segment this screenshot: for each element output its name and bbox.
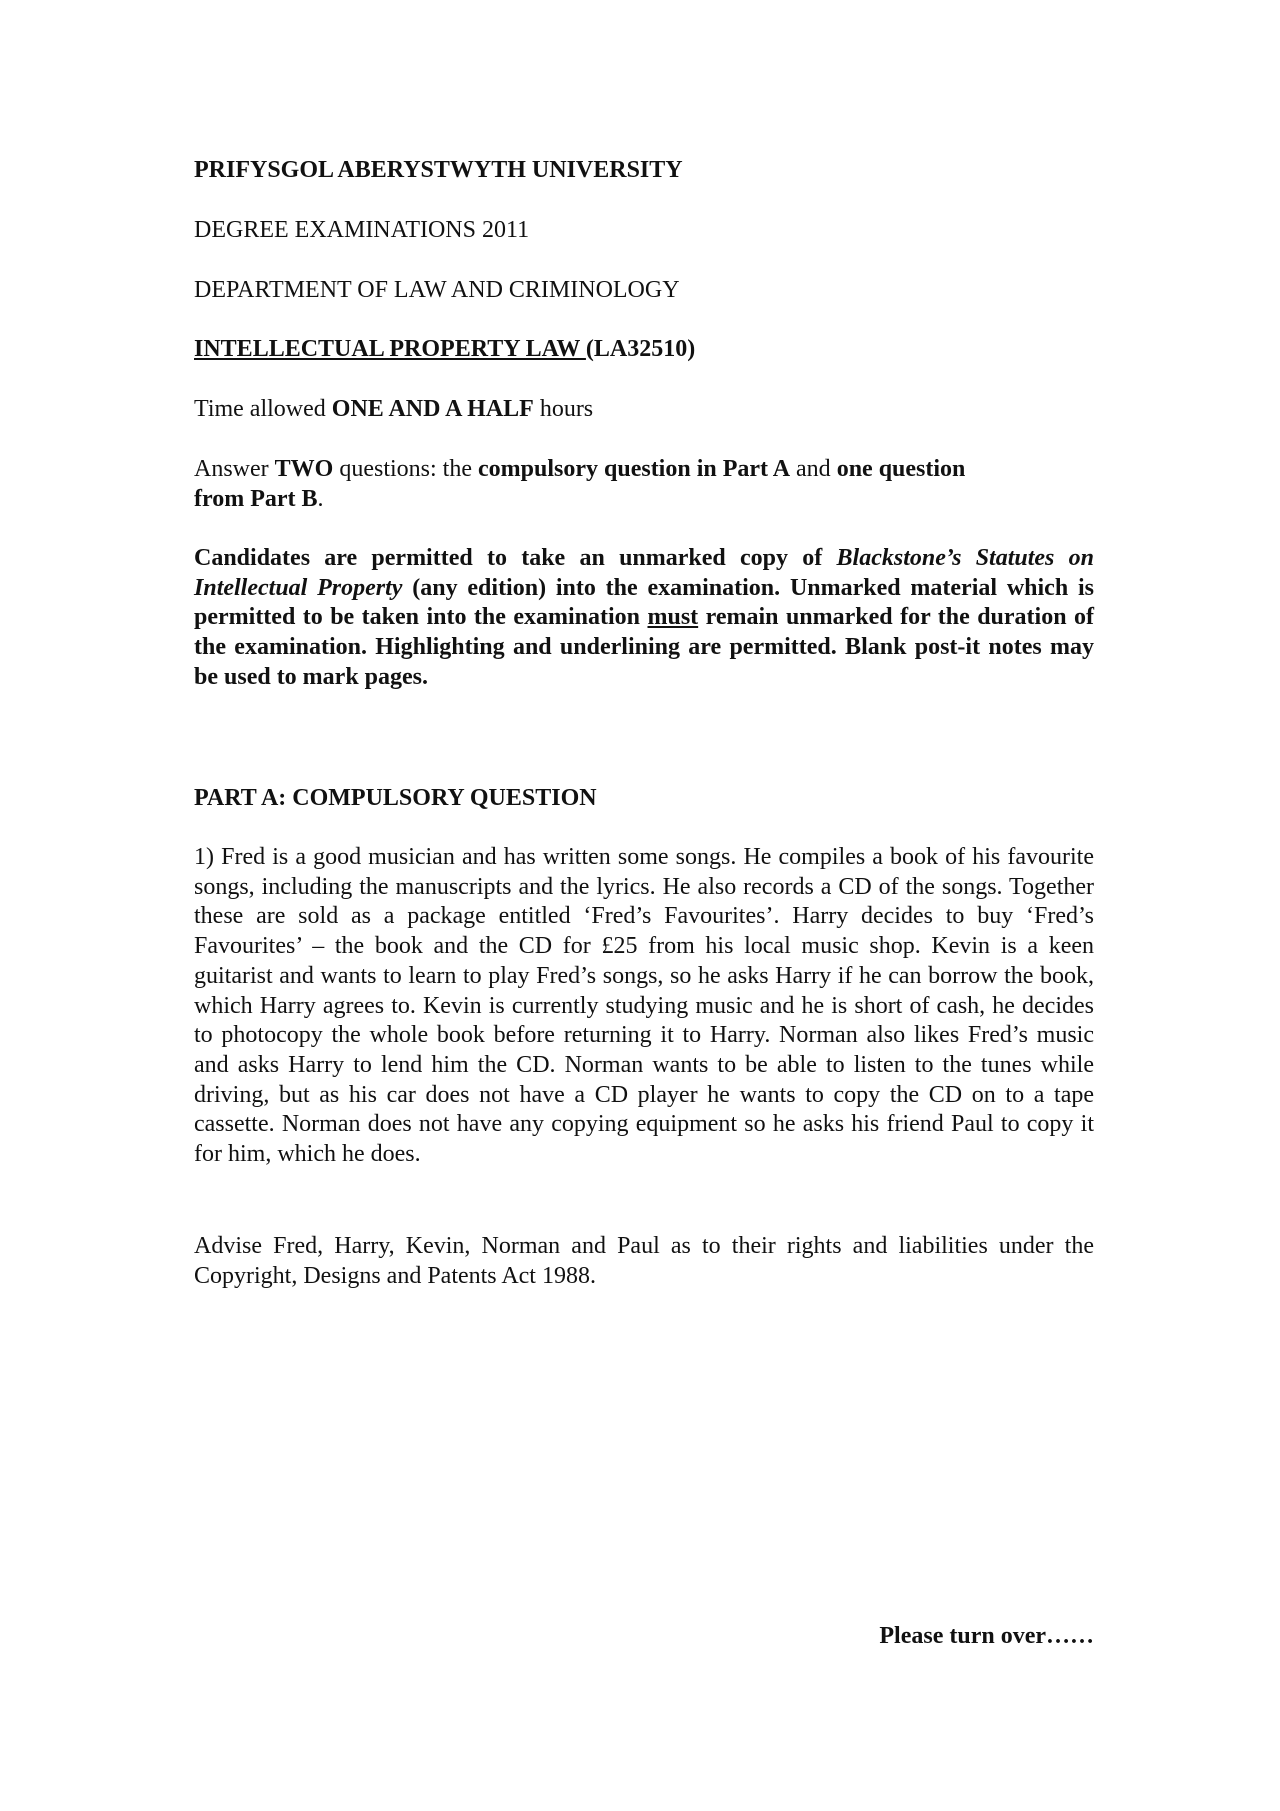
advise-instruction: Advise Fred, Harry, Kevin, Norman and Paul as to their rights and liabilities under the Copyright, Designs and Patents Act 1988.: [194, 1233, 1094, 1289]
time-prefix: Time allowed: [194, 396, 332, 422]
answer-middle-2: and: [790, 456, 837, 482]
university-name: PRIFYSGOL ABERYSTWYTH UNIVERSITY: [194, 157, 683, 183]
time-suffix: hours: [533, 396, 594, 422]
department-name: DEPARTMENT OF LAW AND CRIMINOLOGY: [194, 277, 680, 303]
turn-over-note: Please turn over……: [879, 1623, 1094, 1649]
time-allowed: [194, 394, 593, 424]
module-name: INTELLECTUAL PROPERTY LAW: [194, 336, 586, 362]
statute-book-title: Blackstone’s Statutes on Intellectual Property: [194, 545, 1094, 601]
answer-instruction-line-1: [194, 454, 965, 484]
time-duration: ONE AND A HALF: [331, 396, 534, 422]
instructions-emphasis: must: [647, 604, 699, 631]
answer-part-b-1: one question: [836, 456, 966, 482]
exam-page: [194, 0, 1094, 1811]
module-code: (LA32510): [585, 336, 696, 362]
instructions-text-2: (any edition) into the examination. Unmarked material which is permitted to be taken into the examination: [194, 574, 1094, 631]
module-title: [194, 334, 695, 364]
answer-count: TWO: [274, 456, 334, 482]
answer-middle-1: questions: the: [333, 456, 478, 482]
instructions-text-1: Candidates are permitted to take an unmarked copy of: [194, 545, 837, 571]
instructions-text-3: remain unmarked for the duration of the examination. Highlighting and underlining are permitted. Blank post-it notes may be used to mark pages.: [194, 604, 1094, 690]
answer-instruction-line-2: [194, 484, 324, 514]
answer-prefix: Answer: [194, 456, 275, 482]
question-1: 1) Fred is a good musician and has written some songs. He compiles a book of his favourite songs, including the manuscripts and the lyrics. He also records a CD of the songs. Together these are sold as a package entitled ‘Fred’s Favourites’. Harry decides to buy ‘Fred’s Favourites’ – the book and the CD for £25 from his local music shop. Kevin is a keen guitarist and wants to learn to play Fred’s songs, so he asks Harry if he can borrow the book, which Harry agrees to. Kevin is currently studying music and he is short of cash, he decides to photocopy the whole book before returning it to Harry. Norman also likes Fred’s music and asks Harry to lend him the CD. Norman wants to be able to listen to the tunes while driving, but as his car does not have a CD player he wants to copy the CD on to a tape cassette. Norman does not have any copying equipment so he asks his friend Paul to copy it for him, which he does.: [194, 844, 1094, 1168]
answer-part-b-2: from Part B: [194, 486, 318, 512]
exam-title: DEGREE EXAMINATIONS 2011: [194, 217, 530, 243]
answer-part-a: compulsory question in Part A: [478, 456, 791, 482]
materials-instructions: [194, 544, 1094, 693]
part-a-heading: PART A: COMPULSORY QUESTION: [194, 785, 597, 811]
answer-end: .: [317, 486, 324, 512]
